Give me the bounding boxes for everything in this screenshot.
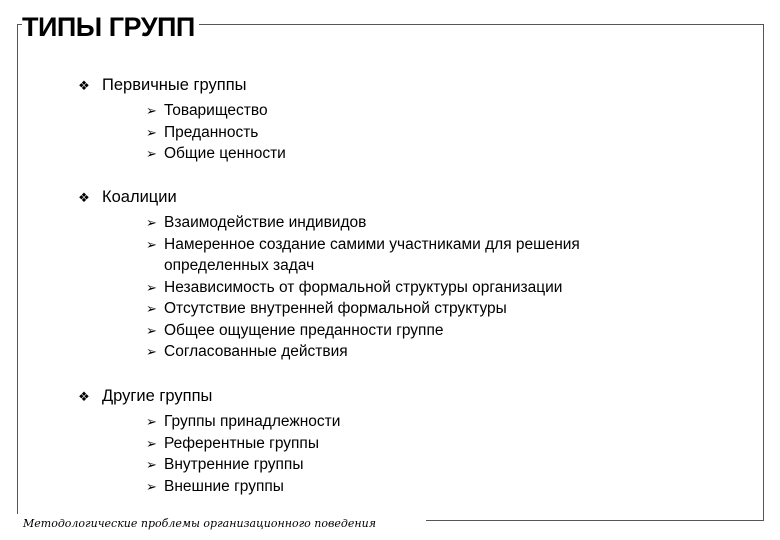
list-item <box>146 433 756 455</box>
section-label: Другие группы <box>102 387 213 405</box>
sub-list <box>146 100 756 165</box>
list-item <box>146 341 756 363</box>
list-item <box>146 298 756 320</box>
diamond-bullet-icon: ❖ <box>78 189 90 205</box>
arrowhead-bullet-icon: ➢ <box>146 279 157 295</box>
list-item <box>146 143 756 165</box>
arrowhead-bullet-icon: ➢ <box>146 478 157 494</box>
arrowhead-bullet-icon: ➢ <box>146 435 157 451</box>
list-item-text: Товарищество <box>164 102 268 119</box>
arrowhead-bullet-icon: ➢ <box>146 301 157 316</box>
section-heading <box>76 74 756 96</box>
list-item <box>146 454 756 476</box>
arrowhead-bullet-icon: ➢ <box>146 414 157 429</box>
list-item-text: Взаимодействие индивидов <box>164 214 367 231</box>
list-item <box>146 277 756 299</box>
list-item-text: Независимость от формальной структуры организации <box>164 278 563 296</box>
arrowhead-bullet-icon: ➢ <box>146 103 157 118</box>
list-item <box>146 320 756 342</box>
slide-title: ТИПЫ ГРУПП <box>22 14 199 41</box>
list-item-text: Внутренние группы <box>164 456 304 473</box>
sub-list <box>146 212 756 363</box>
list-item-text: Общие ценности <box>164 145 286 162</box>
slide-footer: Методологические проблемы организационного поведения <box>23 517 376 530</box>
list-item-text: Внешние группы <box>164 477 284 495</box>
list-item-text: Общее ощущение преданности группе <box>164 321 444 339</box>
section-coalitions <box>76 186 756 363</box>
section-heading <box>76 186 756 208</box>
section-heading <box>76 385 756 407</box>
list-item <box>146 411 756 433</box>
section-label: Первичные группы <box>102 76 247 94</box>
list-item-text: Группы принадлежности <box>164 413 341 430</box>
list-item-text: Преданность <box>164 123 259 141</box>
arrowhead-bullet-icon: ➢ <box>146 322 157 338</box>
diamond-bullet-icon: ❖ <box>78 388 90 404</box>
arrowhead-bullet-icon: ➢ <box>146 146 157 161</box>
arrowhead-bullet-icon: ➢ <box>146 236 157 252</box>
list-item-text: Согласованные действия <box>164 343 348 360</box>
arrowhead-bullet-icon: ➢ <box>146 215 157 230</box>
section-primary-groups <box>76 74 756 165</box>
arrowhead-bullet-icon: ➢ <box>146 124 157 140</box>
list-item <box>146 122 756 144</box>
sub-list <box>146 411 756 497</box>
diamond-bullet-icon: ❖ <box>78 77 90 93</box>
list-item-text: Референтные группы <box>164 434 319 452</box>
section-label: Коалиции <box>102 188 177 206</box>
list-item <box>146 100 756 122</box>
list-item-text: Намеренное создание самими участниками для решения определенных задач <box>164 235 580 274</box>
arrowhead-bullet-icon: ➢ <box>146 457 157 472</box>
list-item <box>146 234 756 277</box>
list-item <box>146 212 756 234</box>
list-item <box>146 476 756 498</box>
list-item-text: Отсутствие внутренней формальной структуры <box>164 300 507 317</box>
arrowhead-bullet-icon: ➢ <box>146 344 157 359</box>
section-other-groups <box>76 385 756 497</box>
